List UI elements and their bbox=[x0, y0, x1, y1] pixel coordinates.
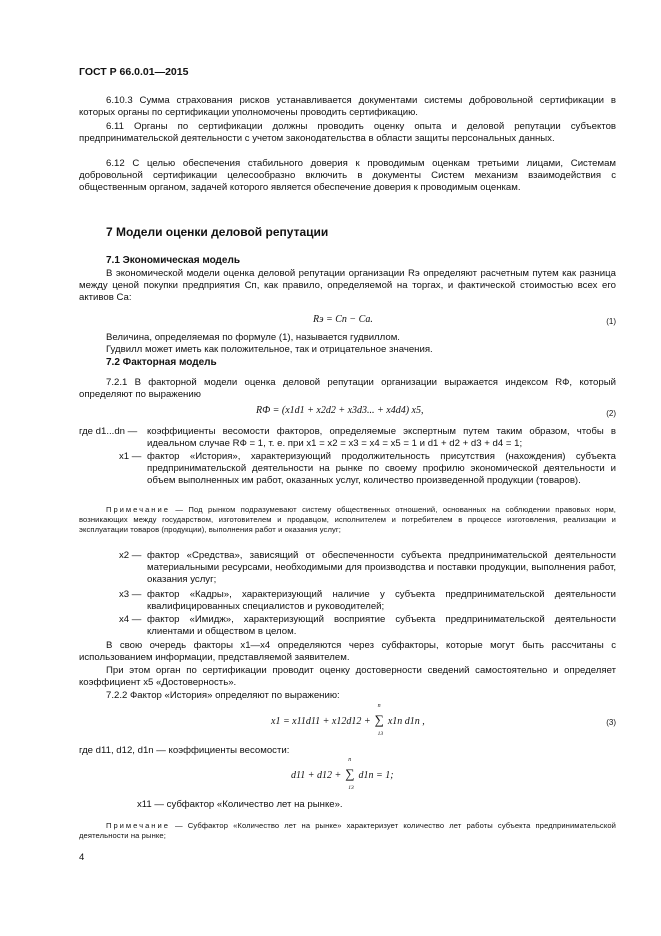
paragraph-certification-reliability: При этом орган по сертификации проводит оценку достоверности сведений самостоятельно и определяет коэффициент x5 «Достоверность». bbox=[79, 665, 616, 689]
note-2-label: Примечание bbox=[106, 821, 170, 830]
paragraph-7-2-2: 7.2.2 Фактор «История» определяют по выражению: bbox=[106, 690, 340, 701]
note-1 bbox=[79, 505, 616, 536]
paragraph-where-weights: где d11, d12, d1n — коэффициенты весомости: bbox=[79, 745, 290, 756]
section-7-heading: 7 Модели оценки деловой репутации bbox=[106, 225, 329, 239]
subfactor-x11-text: x11 — субфактор «Количество лет на рынке». bbox=[137, 799, 343, 810]
factor-x4-key: x4 — bbox=[119, 614, 142, 625]
note-1-label: Примечание bbox=[106, 505, 170, 514]
formula-1-number: (1) bbox=[606, 317, 616, 326]
note-2-text: — Субфактор «Количество лет на рынке» характеризует количество лет работы субъекта предпринимательской деятельности на рынке; bbox=[79, 821, 616, 841]
factor-x3-key: x3 — bbox=[119, 589, 142, 600]
where-d-text: коэффициенты весомости факторов, определяемые экспертным путем таким образом, чтобы в идеальном случае RФ = 1, т. е. при x1 = x2 = x3 = x4 = x5 = 1 и d1 + d2 + d3 + d4 = 1; bbox=[147, 426, 616, 450]
where-d-key: где d1...dn — bbox=[79, 426, 138, 437]
formula-4-lhs: d11 + d12 + bbox=[291, 770, 342, 781]
paragraph-7-2-1: 7.2.1 В факторной модели оценка деловой репутации организации выражается индексом RФ, который определяют по выражению bbox=[79, 377, 616, 401]
formula-4-sum-upper: n bbox=[348, 757, 352, 763]
formula-3-sum-upper: n bbox=[377, 703, 381, 709]
formula-3 bbox=[271, 703, 425, 737]
formula-3-sum-lower: 13 bbox=[377, 731, 384, 737]
factor-x2-text: фактор «Средства», зависящий от обеспеченности субъекта предпринимательской деятельности материальными ресурсами, необходимыми для производства и поставки продукции, выполнения работ, оказания услуг; bbox=[147, 550, 616, 586]
formula-4-sum-lower: 13 bbox=[348, 785, 354, 791]
formula-2: RФ = (x1d1 + x2d2 + x3d3... + x4d4) x5, bbox=[256, 405, 424, 416]
document-header: ГОСТ Р 66.0.01—2015 bbox=[79, 66, 189, 78]
factor-x1-text: фактор «История», характеризующий продолжительность присутствия (нахождения) субъекта предпринимательской деятельности на рынке по своему профилю экономической деятельности и объем выполненных им работ, оказанных услуг, количество произведенной продукции (товаров). bbox=[147, 451, 616, 487]
subsection-7-1-heading: 7.1 Экономическая модель bbox=[106, 255, 240, 266]
factor-x4-text: фактор «Имидж», характеризующий восприятие субъекта предпринимательской деятельности клиентами и обществом в целом. bbox=[147, 614, 616, 638]
paragraph-6-12: 6.12 С целью обеспечения стабильного доверия к проводимым оценкам третьими лицами, Системам добровольной сертификации целесообразно включить в документы Систем механизм взаимодействия с общественным органом, задачей которого является обеспечение доверия к проводимым оценкам. bbox=[79, 158, 616, 194]
note-2 bbox=[79, 821, 616, 841]
factor-x3-text: фактор «Кадры», характеризующий наличие у субъекта предпринимательской деятельности квалифицированных специалистов и руководителей; bbox=[147, 589, 616, 613]
formula-3-tail: x1n d1n , bbox=[387, 716, 425, 727]
paragraph-subfactors: В свою очередь факторы x1—x4 определяются через субфакторы, которые могут быть рассчитаны с использованием информации, представляемой заявителем. bbox=[79, 640, 616, 664]
note-1-text: — Под рынком подразумевают систему общественных отношений, основанных на соблюдении правовых норм, возникающих между государством, изготовителем и продавцом, исполнителем и потребителем в процессе изготовления, реализации и эксплуатации товаров (продукции), выполнения работ и оказания услуг; bbox=[79, 505, 616, 535]
page-number: 4 bbox=[79, 852, 85, 863]
paragraph-7-1: В экономической модели оценка деловой репутации организации Rэ определяют расчетным путем как разница между ценой покупки предприятия Сп, как правило, определяемой на торгах, и фактической стоимостью всех его активов Са: bbox=[79, 268, 616, 304]
formula-1: Rэ = Сп − Са. bbox=[313, 314, 373, 325]
formula-3-lhs: x1 = x11d11 + x12d12 + bbox=[271, 716, 371, 727]
formula-4 bbox=[291, 757, 394, 791]
formula-3-sum-sign: ∑ n 13 bbox=[374, 703, 384, 737]
formula-4-tail: d1n = 1; bbox=[358, 770, 394, 781]
formula-3-number: (3) bbox=[606, 718, 616, 727]
paragraph-6-10-3: 6.10.3 Сумма страхования рисков устанавливается документами системы добровольной сертификации в которых органы по сертификации уполномочены проводить сертификацию. bbox=[79, 95, 616, 119]
paragraph-goodwill-definition: Величина, определяемая по формуле (1), называется гудвиллом. bbox=[106, 332, 400, 343]
subsection-7-2-heading: 7.2 Факторная модель bbox=[106, 357, 217, 368]
factor-x2-key: x2 — bbox=[119, 550, 142, 561]
factor-x1-key: x1 — bbox=[119, 451, 142, 462]
paragraph-6-11: 6.11 Органы по сертификации должны проводить оценку опыта и деловой репутации субъектов предпринимательской деятельности с учетом законодательства в области защиты персональных данных. bbox=[79, 121, 616, 145]
paragraph-goodwill-sign: Гудвилл может иметь как положительное, так и отрицательное значения. bbox=[106, 344, 433, 355]
formula-4-sum-sign: ∑ n 13 bbox=[345, 757, 355, 791]
formula-2-number: (2) bbox=[606, 409, 616, 418]
